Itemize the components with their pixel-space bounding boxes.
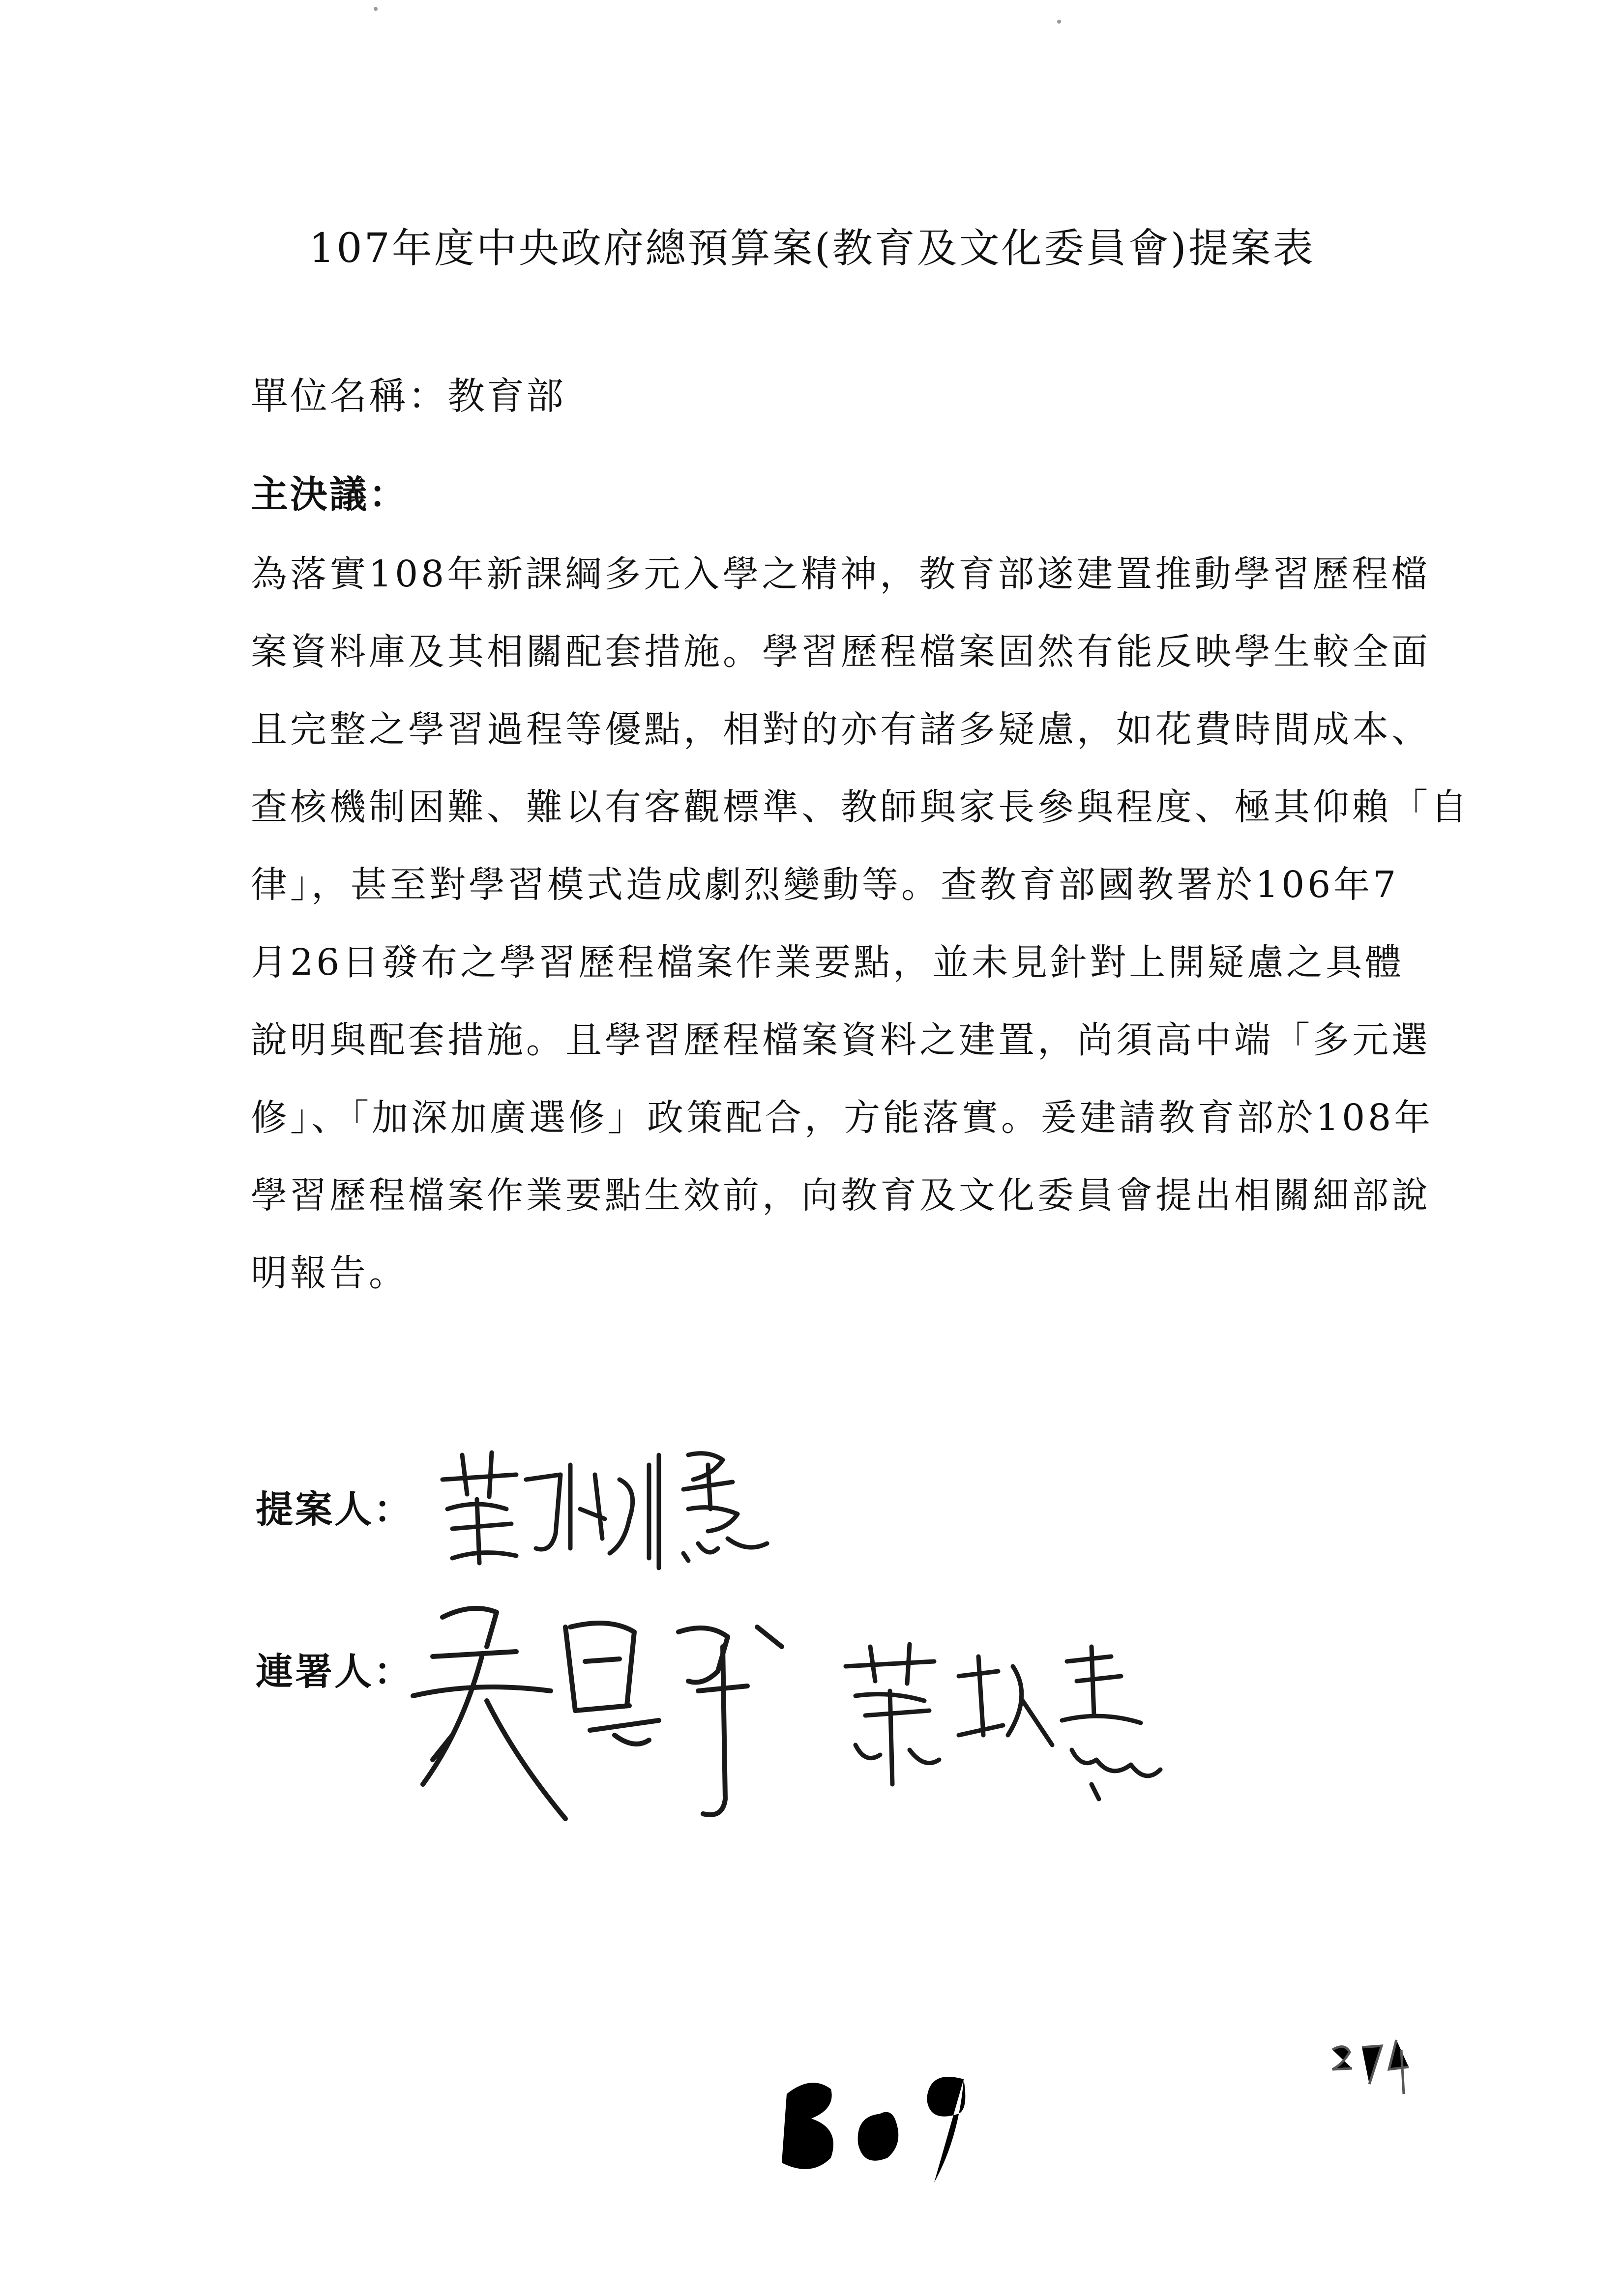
body-line: 為落實108年新課綱多元入學之精神，教育部遂建置推動學習歷程檔: [251, 553, 1431, 595]
body-line: 律」，甚至對學習模式造成劇烈變動等。查教育部國教署於106年7: [251, 864, 1399, 906]
body-line: 月26日發布之學習歷程檔案作業要點，並未見針對上開疑慮之具體: [251, 941, 1405, 984]
body-line: 修」、「加深加廣選修」政策配合，方能落實。爰建請教育部於108年: [251, 1097, 1434, 1139]
body-line: 說明與配套措施。且學習歷程檔案資料之建置，尚須高中端「多元選: [251, 1019, 1431, 1061]
document-title: 107年度中央政府總預算案(教育及文化委員會)提案表: [309, 225, 1315, 272]
main-resolution-label: 主決議：: [251, 472, 408, 516]
body-line: 且完整之學習過程等優點，相對的亦有諸多疑慮，如花費時間成本、: [251, 708, 1431, 751]
unit-name: 單位名稱：教育部: [251, 374, 565, 418]
scan-speck: [374, 7, 378, 11]
resolution-body: [251, 550, 1470, 1326]
cosigner-signature-1: [403, 1573, 821, 1848]
proposer-signature: [433, 1435, 777, 1583]
body-line: 明報告。: [251, 1252, 408, 1294]
cosigner-label: 連署人：: [256, 1650, 413, 1693]
cosigner-signature-2: [836, 1637, 1170, 1824]
proposer-label: 提案人：: [256, 1487, 413, 1531]
handwritten-page-number: [772, 2060, 978, 2187]
scan-speck: [1057, 20, 1061, 24]
body-line: 查核機制困難、難以有客觀標準、教師與家長參與程度、極其仰賴「自: [251, 786, 1470, 828]
body-line: 學習歷程檔案作業要點生效前，向教育及文化委員會提出相關細部說: [251, 1174, 1431, 1217]
handwritten-corner-mark: [1323, 2030, 1421, 2109]
body-line: 案資料庫及其相關配套措施。學習歷程檔案固然有能反映學生較全面: [251, 631, 1431, 673]
